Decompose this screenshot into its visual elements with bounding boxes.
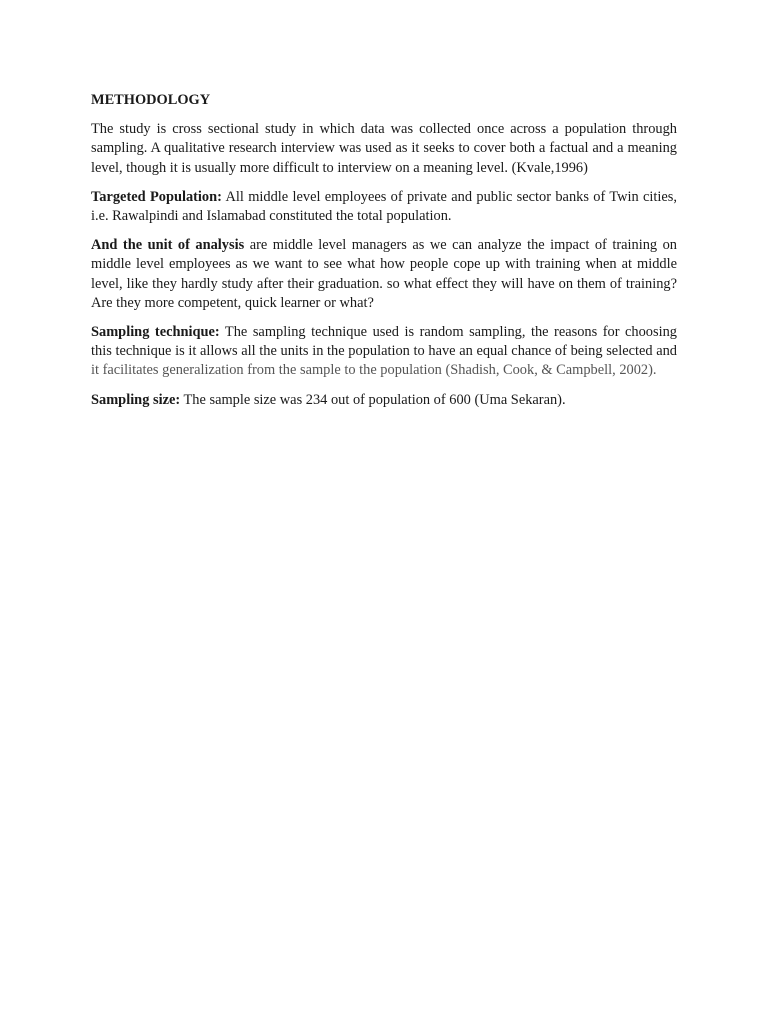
targeted-population-text: All middle level employees of private and public sector banks of Twin cities, i.e. Rawalpindi and Islamabad constituted the total population.: [91, 188, 677, 225]
sampling-technique-paragraph: [91, 323, 677, 381]
unit-of-analysis-text: are middle level managers as we can analyze the impact of training on middle level employees as we want to see what how people cope up with training when at middle level, like they hardly study after their graduation. so what effect they will have on them of training? Are they more competent, quick learner or what?: [91, 237, 677, 311]
sampling-size-label: Sampling size:: [91, 391, 181, 408]
targeted-population-label: Targeted Population:: [91, 188, 222, 205]
unit-of-analysis-label: And the unit of analysis: [91, 237, 245, 254]
intro-paragraph: The study is cross sectional study in which data was collected once across a population through sampling. A qualitative research interview was used as it seeks to cover both a factual and a meaning level, though it is usually more difficult to interview on a meaning level. (Kvale,1996): [91, 121, 677, 176]
section-heading: METHODOLOGY: [91, 92, 211, 108]
unit-of-analysis-paragraph: [91, 236, 677, 313]
sampling-technique-text: The sampling technique used is random sampling, the reasons for choosing this technique is it allows all the units in the population to have an equal chance of being selected and: [91, 324, 677, 360]
sampling-technique-citation-text: it facilitates generalization from the sample to the population (Shadish, Cook, & Campbell, 2002).: [91, 362, 657, 379]
sampling-size-paragraph: [91, 391, 677, 410]
targeted-population-paragraph: [91, 188, 677, 226]
sampling-technique-label: Sampling technique:: [91, 324, 220, 341]
document-page: [91, 91, 677, 420]
sampling-size-text: The sample size was 234 out of population of 600 (Uma Sekaran).: [180, 391, 566, 408]
